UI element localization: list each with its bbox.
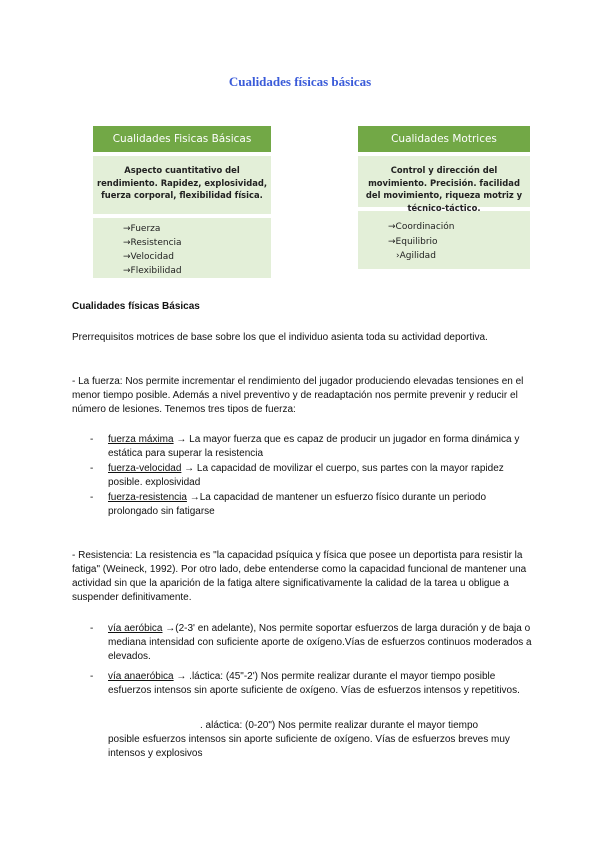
fuerza-item [108, 462, 538, 490]
list-item: →Coordinación [388, 222, 455, 232]
resistencia-paragraph: - Resistencia: La resistencia es "la capacidad psíquica y física que posee un deportista para resistir la fatiga" (Weineck, 1992). Por otro lado, debe entenderse como la capacidad funcional de mantener una actividad sin que la aparición de la fatiga altere significativamente la calidad de la tarea u obligue a suspender definitivamente. [72, 550, 527, 603]
fuerza-item [108, 491, 538, 519]
bullet: - [90, 463, 94, 474]
term: fuerza máxima [108, 434, 174, 445]
list-item: →Flexibilidad [123, 266, 182, 276]
bullet: - [90, 492, 94, 503]
cualidades-fisicas-box [93, 126, 271, 278]
definition: →(2-3' en adelante), Nos permite soportar esfuerzos de larga duración y de baja o mediana intensidad con suficiente aporte de oxígeno.Vías de esfuerzos continuos moderados a elevados. [108, 623, 532, 662]
bullet: - [90, 434, 94, 445]
list-item: ›Agilidad [396, 251, 436, 261]
page-title: Cualidades físicas básicas [228, 74, 372, 89]
list-item: →Fuerza [123, 224, 161, 234]
intro-paragraph: Prerrequisitos motrices de base sobre los que el individuo asienta toda su actividad deportiva. [72, 332, 488, 343]
bullet: - [90, 623, 94, 634]
resistencia-item [108, 670, 538, 698]
definition: → La mayor fuerza que es capaz de producir un jugador en forma dinámica y estática para superar la resistencia [108, 434, 520, 459]
box-header: Cualidades Fisicas Básicas [93, 126, 271, 152]
box-list [93, 218, 271, 278]
term: vía anaeróbica [108, 671, 174, 682]
alactica-lead: . aláctica: (0-20") Nos permite realizar durante el mayor tiempo [200, 720, 479, 731]
definition: → La capacidad de movilizar el cuerpo, sus partes con la mayor rapidez posible. explosividad [108, 463, 504, 488]
list-item: →Equilibrio [388, 236, 438, 247]
section-heading: Cualidades físicas Básicas [72, 301, 200, 312]
cualidades-motrices-box [358, 126, 530, 269]
list-item: →Velocidad [123, 252, 174, 262]
box-header: Cualidades Motrices [358, 126, 530, 152]
bullet: - [90, 671, 94, 682]
box-description: Control y dirección del movimiento. Precisión. facilidad del movimiento, riqueza motriz y técnico-táctico. [358, 156, 530, 207]
list-item: →Resistencia [123, 238, 182, 248]
definition: →La capacidad de mantener un esfuerzo físico durante un periodo prolongado sin fatigarse [108, 492, 487, 517]
resistencia-item [108, 622, 538, 664]
fuerza-paragraph: - La fuerza: Nos permite incrementar el rendimiento del jugador produciendo elevadas tensiones en el menor tiempo posible. Además a nivel preventivo y de readaptación nos permite prevenir y reducir el número de lesiones. Tenemos tres tipos de fuerza: [72, 376, 524, 415]
definition: → .láctica: (45"-2') Nos permite realizar durante el mayor tiempo posible esfuerzos intensos sin aporte suficiente de oxígeno. Vías de esfuerzos intensos y repetitivos. [108, 671, 520, 696]
term: fuerza-resistencia [108, 492, 187, 503]
box-list [358, 211, 530, 269]
box-description: Aspecto cuantitativo del rendimiento. Rapidez, explosividad, fuerza corporal, flexibilidad física. [93, 156, 271, 214]
alactica-rest: posible esfuerzos intensos sin aporte suficiente de oxígeno. Vías de esfuerzos breves muy intensos y explosivos [108, 734, 510, 759]
term: vía aeróbica [108, 623, 163, 634]
term: fuerza-velocidad [108, 463, 182, 474]
fuerza-item [108, 433, 538, 461]
